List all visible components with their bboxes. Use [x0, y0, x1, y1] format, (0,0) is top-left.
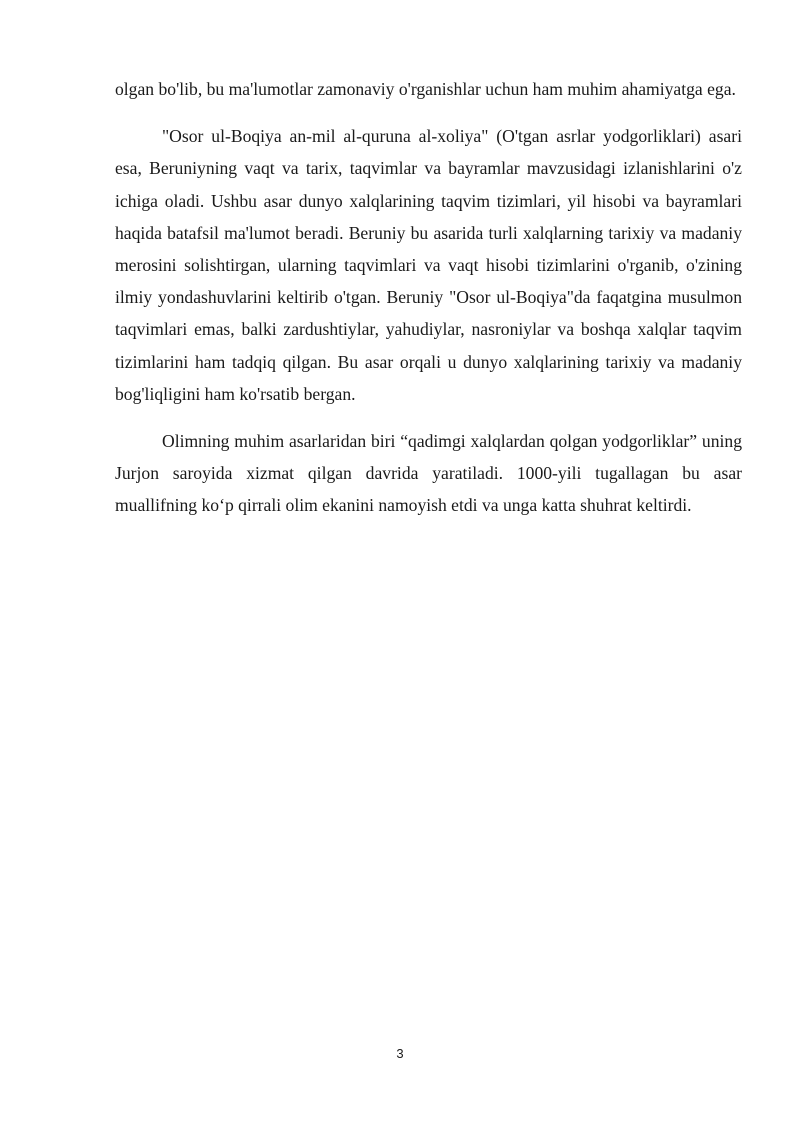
paragraph-1: olgan bo'lib, bu ma'lumotlar zamonaviy o'rganishlar uchun ham muhim ahamiyatga ega.	[115, 79, 736, 99]
page-body	[115, 73, 742, 522]
page-number: 3	[396, 1046, 404, 1061]
paragraph-3: Olimning muhim asarlaridan biri “qadimgi xalqlardan qolgan yodgorliklar” uning Jurjon saroyida xizmat qilgan davrida yaratiladi. 1000-yili tugallagan bu asar muallifning ko‘p qirrali olim ekanini namoyish etdi va unga katta shuhrat keltirdi.	[115, 431, 742, 516]
paragraph-2: "Osor ul-Boqiya an-mil al-quruna al-xoliya" (O'tgan asrlar yodgorliklari) asari esa, Beruniyning vaqt va tarix, taqvimlar va bayramlar mavzusidagi izlanishlarini o'z ichiga oladi. Ushbu asar dunyo xalqlarining taqvim tizimlari, yil hisobi va bayramlari haqida batafsil ma'lumot beradi. Beruniy bu asarida turli xalqlarning tarixiy va madaniy merosini solishtirgan, ularning taqvimlari va vaqt hisobi tizimlarini o'rganib, o'zining ilmiy yondashuvlarini keltirib o'tgan. Beruniy "Osor ul-Boqiya"da faqatgina musulmon taqvimlari emas, balki zardushtiylar, yahudiylar, nasroniylar va boshqa xalqlar taqvim tizimlarini ham tadqiq qilgan. Bu asar orqali u dunyo xalqlarining tarixiy va madaniy bog'liqligini ham ko'rsatib bergan.	[115, 126, 742, 404]
